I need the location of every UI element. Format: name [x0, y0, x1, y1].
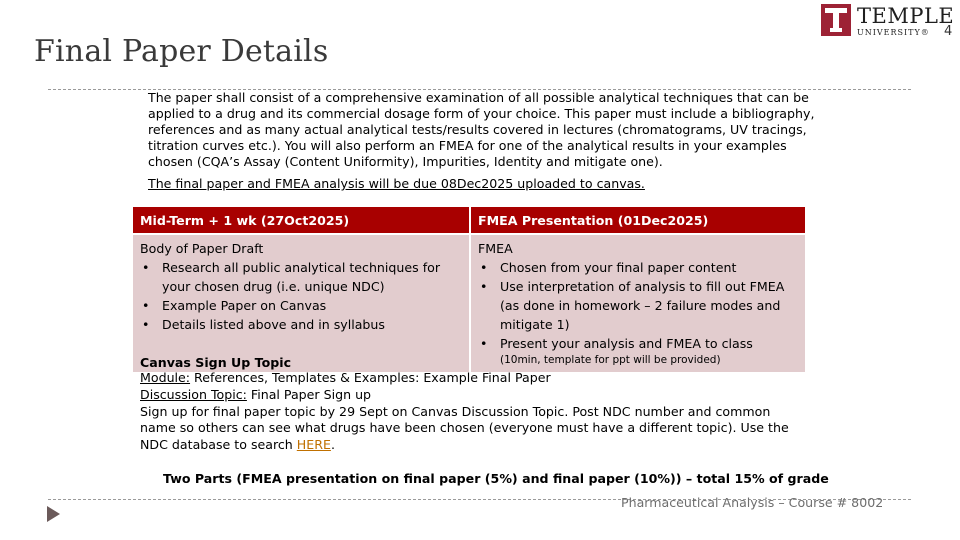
- list-item-text: Present your analysis and FMEA to class: [500, 336, 753, 351]
- col1-cell: [133, 234, 470, 372]
- intro-text: [148, 90, 816, 192]
- grade-summary: Two Parts (FMEA presentation on final paper (5%) and final paper (10%)) – total 15% of grade: [163, 471, 829, 486]
- logo-subtext: UNIVERSITY®: [857, 28, 930, 37]
- temple-logo: [821, 4, 955, 38]
- topic-label: Discussion Topic:: [140, 386, 247, 402]
- intro-paragraph: The paper shall consist of a comprehensive examination of all possible analytical techniques that can be applied to a drug and its commercial dosage form of your choice. This paper must include a bibliography, references and as many actual analytical tests/results covered in lectures (chromatograms, UV tracings, titration curves etc.). You will also perform an FMEA for one of the analytical results in your examples chosen (CQA’s Assay (Content Uniformity), Impurities, Identity and mitigate one).: [148, 90, 815, 169]
- play-icon[interactable]: [47, 506, 60, 522]
- instructions-end: .: [330, 437, 335, 453]
- col2-bullets: [478, 258, 798, 367]
- instructions-text: Sign up for final paper topic by 29 Sept on Canvas Discussion Topic. Post NDC number and common name so others can see what drugs have been chosen (everyone must have a different topic). Use the NDC database to search: [140, 403, 789, 453]
- signup-details: [140, 370, 800, 454]
- logo-wordmark: TEMPLE: [857, 4, 955, 28]
- list-item: • Research all public analytical techniques for your chosen drug (i.e. unique NDC): [140, 258, 462, 296]
- topic-text: Final Paper Sign up: [246, 386, 372, 402]
- schedule-table: [133, 207, 805, 372]
- ndc-database-link[interactable]: HERE: [296, 437, 331, 453]
- list-item: • Chosen from your final paper content: [478, 258, 798, 277]
- canvas-signup-label: Canvas Sign Up Topic: [140, 355, 292, 370]
- module-line: [140, 370, 800, 387]
- presentation-note: (10min, template for ppt will be provided): [500, 354, 721, 366]
- course-footer: Pharmaceutical Analysis – Course # 8002: [621, 495, 884, 510]
- list-item: • Example Paper on Canvas: [140, 296, 462, 315]
- col2-header: FMEA Presentation (01Dec2025): [470, 207, 805, 234]
- module-label: Module:: [140, 370, 191, 385]
- slide-title: Final Paper Details: [34, 34, 329, 69]
- temple-t-icon: [821, 4, 851, 36]
- instructions: [140, 404, 800, 454]
- col1-bullets: [140, 258, 462, 334]
- list-item: • Details listed above and in syllabus: [140, 315, 462, 334]
- list-item: [478, 334, 798, 367]
- col2-cell: [470, 234, 805, 372]
- col1-header: Mid-Term + 1 wk (27Oct2025): [133, 207, 470, 234]
- page-number: 4: [944, 24, 953, 39]
- col1-title: Body of Paper Draft: [140, 241, 264, 256]
- col2-title: FMEA: [478, 241, 513, 256]
- module-text: References, Templates & Examples: Example Final Paper: [190, 370, 551, 385]
- list-item: • Use interpretation of analysis to fill out FMEA (as done in homework – 2 failure modes and mitigate 1): [478, 277, 798, 334]
- topic-line: [140, 387, 800, 404]
- due-date-line: The final paper and FMEA analysis will be due 08Dec2025 uploaded to canvas.: [148, 176, 645, 191]
